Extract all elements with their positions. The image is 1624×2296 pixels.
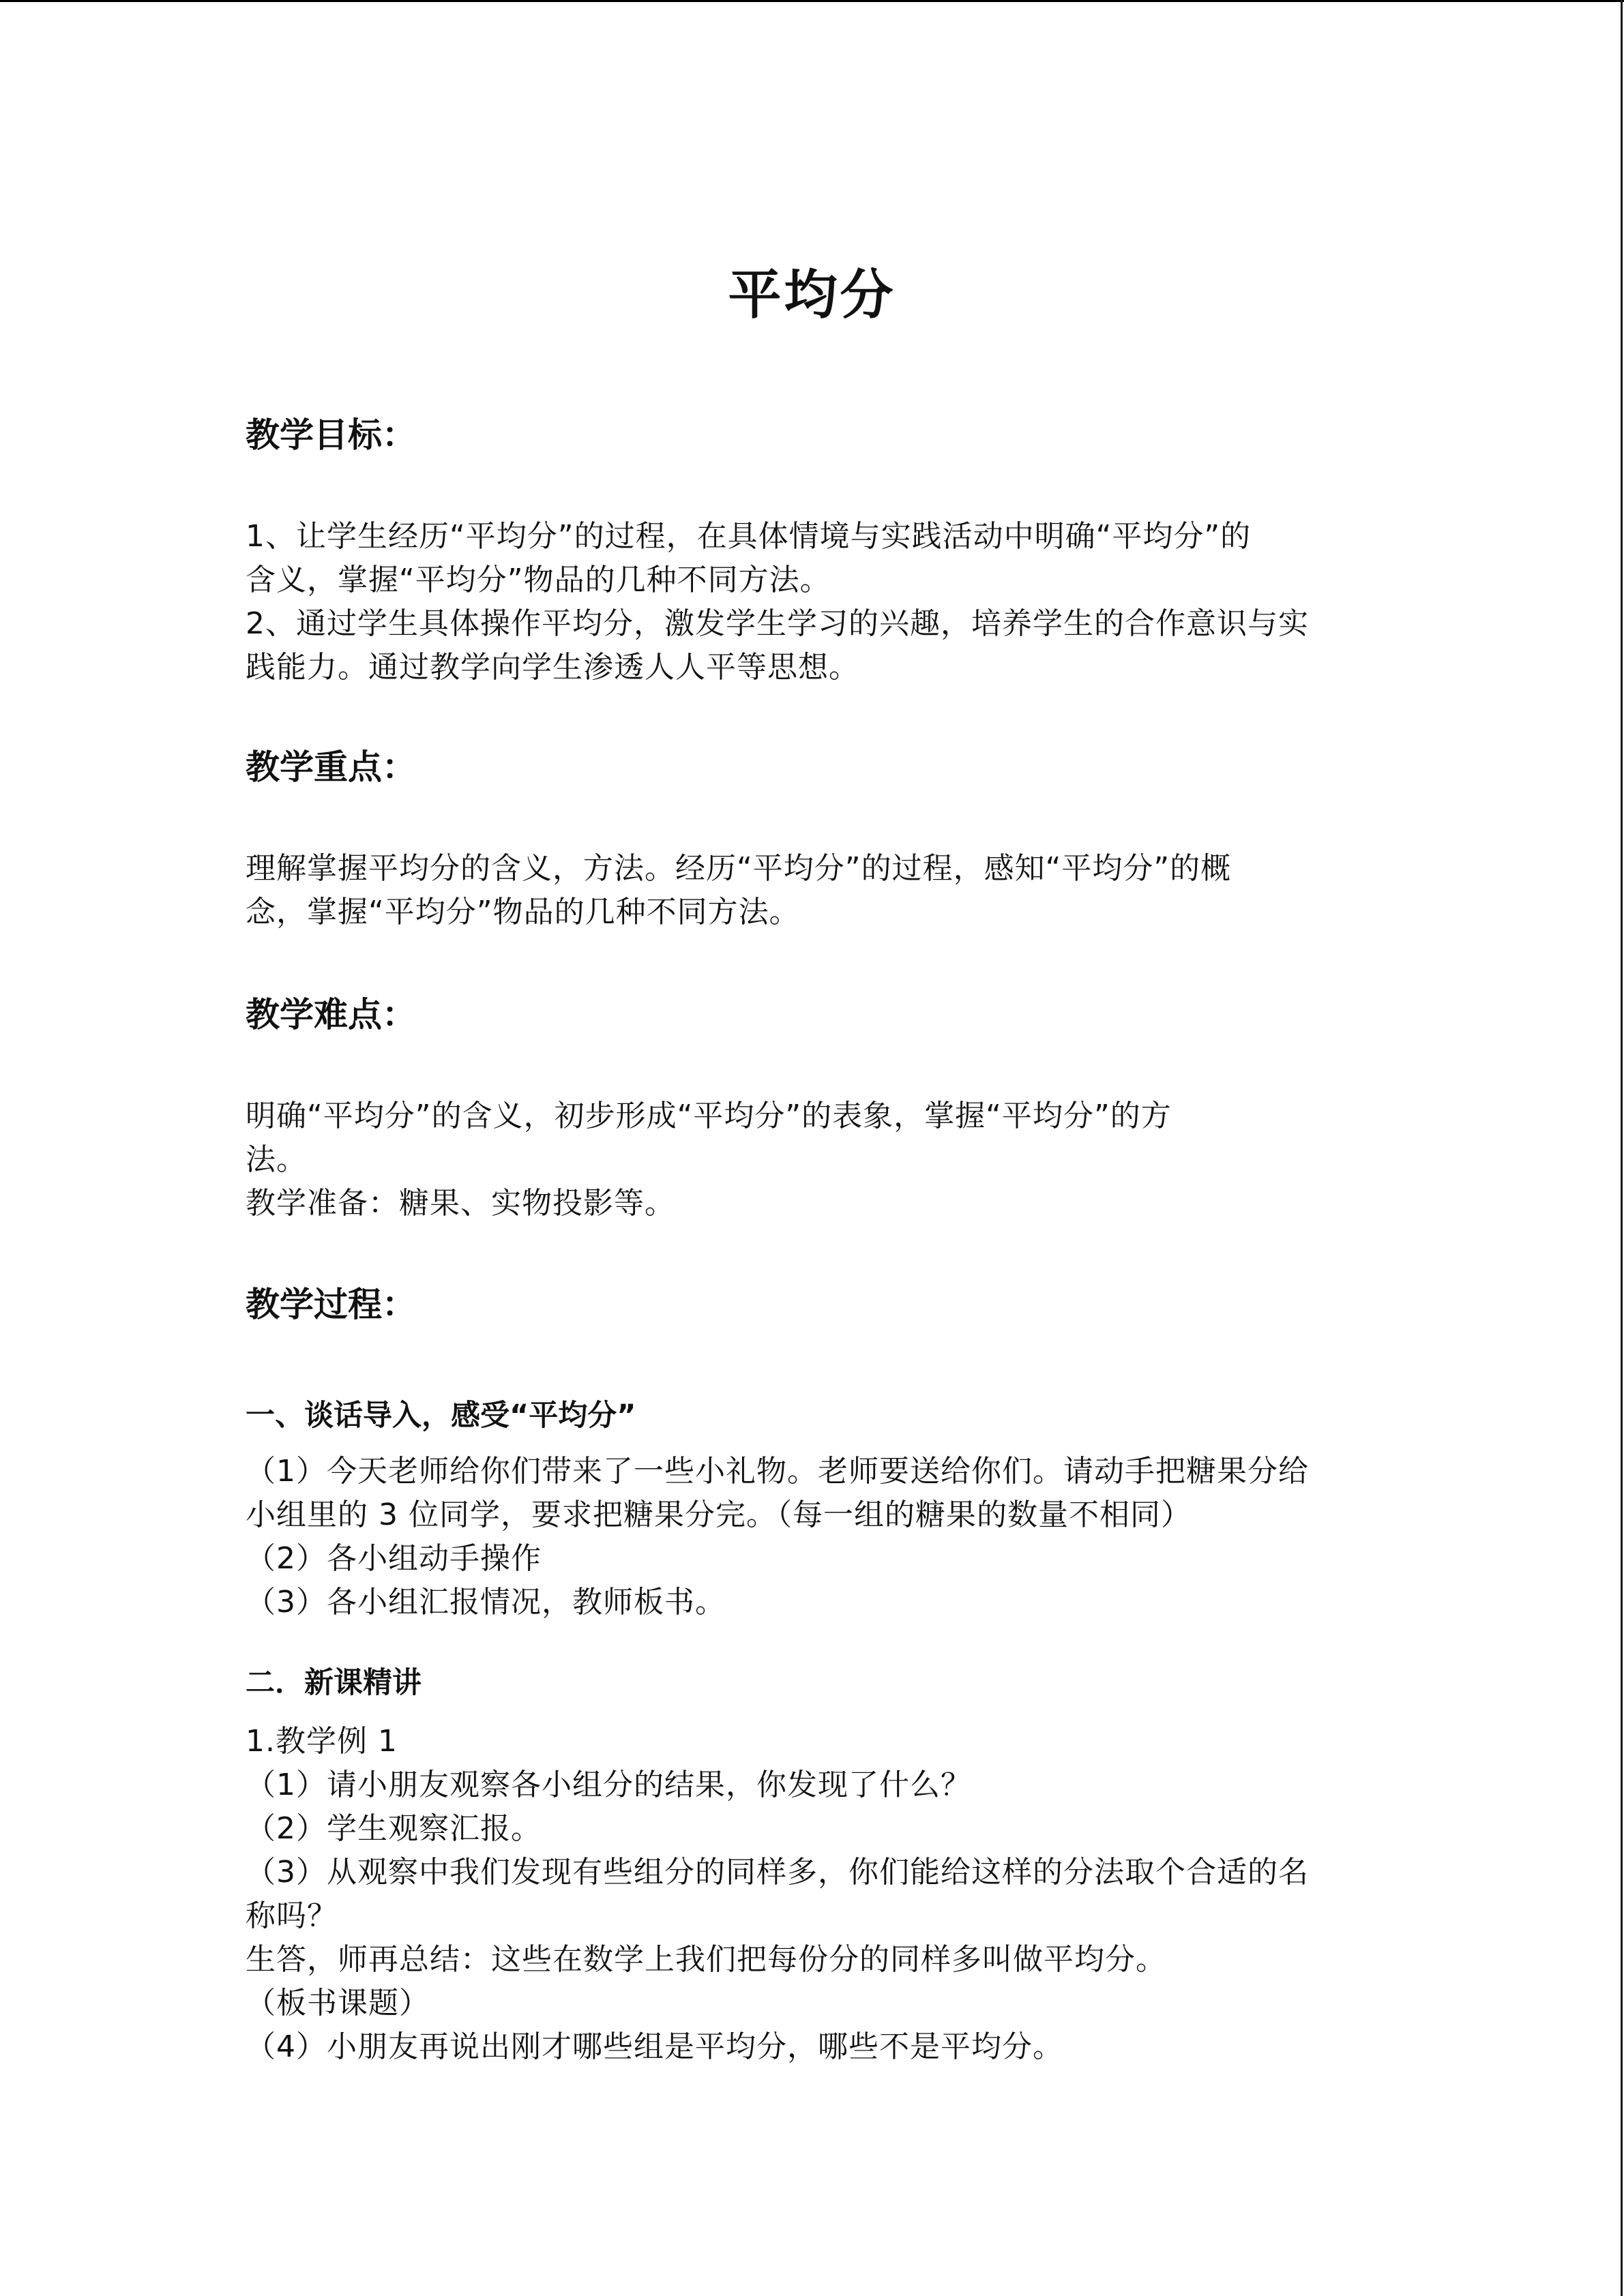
page-right-border	[1621, 0, 1623, 2296]
text-line: （板书课题）	[246, 1986, 430, 2021]
text-line: 2、通过学生具体操作平均分，激发学生学习的兴趣，培养学生的合作意识与实	[246, 606, 1309, 641]
difficulties-heading: 教学难点：	[246, 995, 416, 1034]
text-line: 法。	[246, 1142, 307, 1177]
key-points-heading: 教学重点：	[246, 747, 416, 787]
text-line: （3）从观察中我们发现有些组分的同样多，你们能给这样的分法取个合适的名	[246, 1855, 1309, 1890]
key-points-paragraph	[246, 847, 1378, 934]
text-line: 含义，掌握“平均分”物品的几种不同方法。	[246, 563, 831, 597]
text-line: 1.教学例 1	[246, 1724, 398, 1759]
text-line: 念，掌握“平均分”物品的几种不同方法。	[246, 895, 800, 929]
text-line: （2）各小组动手操作	[246, 1541, 542, 1576]
part2-heading: 二．新课精讲	[246, 1666, 422, 1700]
text-line: 明确“平均分”的含义，初步形成“平均分”的表象，掌握“平均分”的方	[246, 1099, 1172, 1133]
part1-heading: 一、谈话导入，感受“平均分”	[246, 1399, 636, 1433]
text-line: （3）各小组汇报情况，教师板书。	[246, 1585, 726, 1620]
text-line: （4）小朋友再说出刚才哪些组是平均分，哪些不是平均分。	[246, 2029, 1063, 2064]
document-title: 平均分	[728, 265, 896, 326]
text-line: 生答，师再总结：这些在数学上我们把每份分的同样多叫做平均分。	[246, 1942, 1166, 1977]
objectives-heading: 教学目标：	[246, 415, 416, 455]
text-line: 小组里的 3 位同学，要求把糖果分完。（每一组的糖果的数量不相同）	[246, 1497, 1192, 1532]
part1-paragraph	[246, 1450, 1378, 1624]
text-line: （2）学生观察汇报。	[246, 1811, 542, 1846]
text-line: 教学准备：糖果、实物投影等。	[246, 1186, 675, 1221]
text-line: （1）请小朋友观察各小组分的结果，你发现了什么？	[246, 1768, 971, 1802]
text-line: 1、让学生经历“平均分”的过程，在具体情境与实践活动中明确“平均分”的	[246, 519, 1252, 554]
process-heading: 教学过程：	[246, 1285, 416, 1324]
part2-paragraph	[246, 1720, 1378, 2069]
text-line: 理解掌握平均分的含义，方法。经历“平均分”的过程，感知“平均分”的概	[246, 851, 1232, 886]
difficulties-paragraph	[246, 1094, 1378, 1225]
text-line: （1）今天老师给你们带来了一些小礼物。老师要送给你们。请动手把糖果分给	[246, 1454, 1309, 1489]
page-top-border	[0, 0, 1624, 2]
text-line: 称吗？	[246, 1898, 338, 1933]
text-line: 践能力。通过教学向学生渗透人人平等思想。	[246, 650, 859, 685]
objectives-paragraph	[246, 515, 1378, 689]
